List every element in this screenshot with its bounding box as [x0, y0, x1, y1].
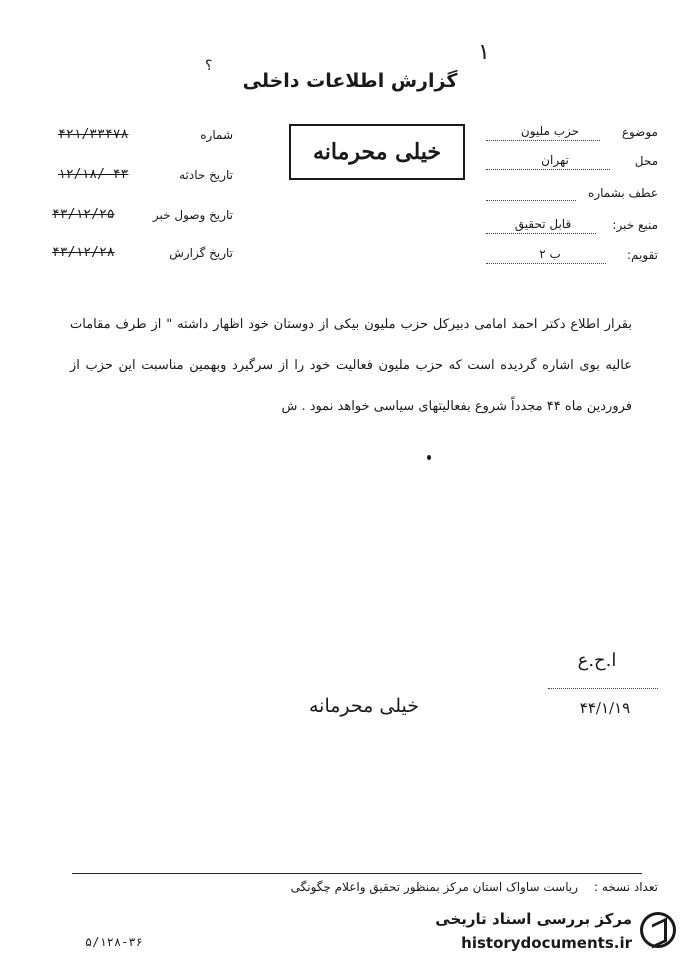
handwritten-initials: ا.ح.ع	[577, 650, 617, 671]
archive-logo-icon	[640, 912, 676, 948]
document-title: گزارش اطلاعات داخلی	[242, 70, 458, 92]
receipt-date-value: ۴۳/۱۲/۲۵	[52, 207, 115, 222]
subject-value: حزب ملیون	[520, 124, 580, 138]
evaluation-line	[486, 263, 606, 264]
copies-label: تعداد نسخه :	[593, 880, 658, 894]
receipt-date-label: تاریخ وصول خبر	[152, 208, 233, 222]
evaluation-label: تقویم:	[627, 248, 658, 262]
footer-divider	[72, 873, 642, 874]
evaluation-value: ب ۲	[539, 247, 561, 261]
copies-recipient: ریاست ساواک استان مرکز بمنظور تحقیق واعلام چگونگی	[290, 880, 578, 894]
report-date-value: ۴۳/۱۲/۲۸	[52, 245, 115, 260]
subject-line	[486, 140, 600, 141]
handwritten-date: ۴۴/۱/۱۹	[579, 699, 631, 717]
report-date-label: تاریخ گزارش	[169, 246, 233, 260]
document-code: ۵/۱۲۸-۳۶	[85, 935, 143, 949]
location-value: تهران	[541, 153, 569, 167]
report-body: بقرار اطلاع دکتر احمد امامی دبیرکل حزب ملیون بیکی از دوستان خود اظهار داشته " از طرف مقامات عالیه بوی اشاره گردیده است که حزب ملیون فعالیت خود را از سرگیرد وبهمین مناسبت این حزب از فروردین ماه ۴۴ مجدداً شروع بفعالیتهای سیاسی خواهد نمود . ش	[70, 317, 632, 414]
number-label: شماره	[200, 128, 233, 142]
confidential-stamp-bottom: خیلی محرمانه	[268, 686, 460, 726]
location-label: محل	[634, 154, 658, 168]
number-value: ۴۲۱/۳۳۴۷۸	[58, 127, 129, 142]
watermark-title: مرکز بررسی اسناد تاریخی	[435, 910, 632, 928]
incident-date-value: ۱۲/۱۸/ ۴۳	[58, 167, 129, 182]
source-label: منبع خبر:	[612, 218, 658, 232]
location-line	[486, 169, 610, 170]
source-line	[486, 233, 596, 234]
page-number-mark: ۱	[478, 40, 490, 65]
corner-mark: ؟	[205, 58, 213, 74]
ink-dot	[427, 455, 431, 460]
source-value: قابل تحقیق	[514, 217, 572, 231]
signature-line	[548, 688, 658, 689]
reference-label: عطف بشماره	[588, 186, 658, 200]
subject-label: موضوع	[621, 125, 658, 139]
confidential-stamp: خیلی محرمانه	[289, 124, 465, 180]
watermark-url: historydocuments.ir	[461, 934, 632, 952]
reference-line	[486, 200, 576, 201]
incident-date-label: تاریخ حادثه	[179, 168, 233, 182]
